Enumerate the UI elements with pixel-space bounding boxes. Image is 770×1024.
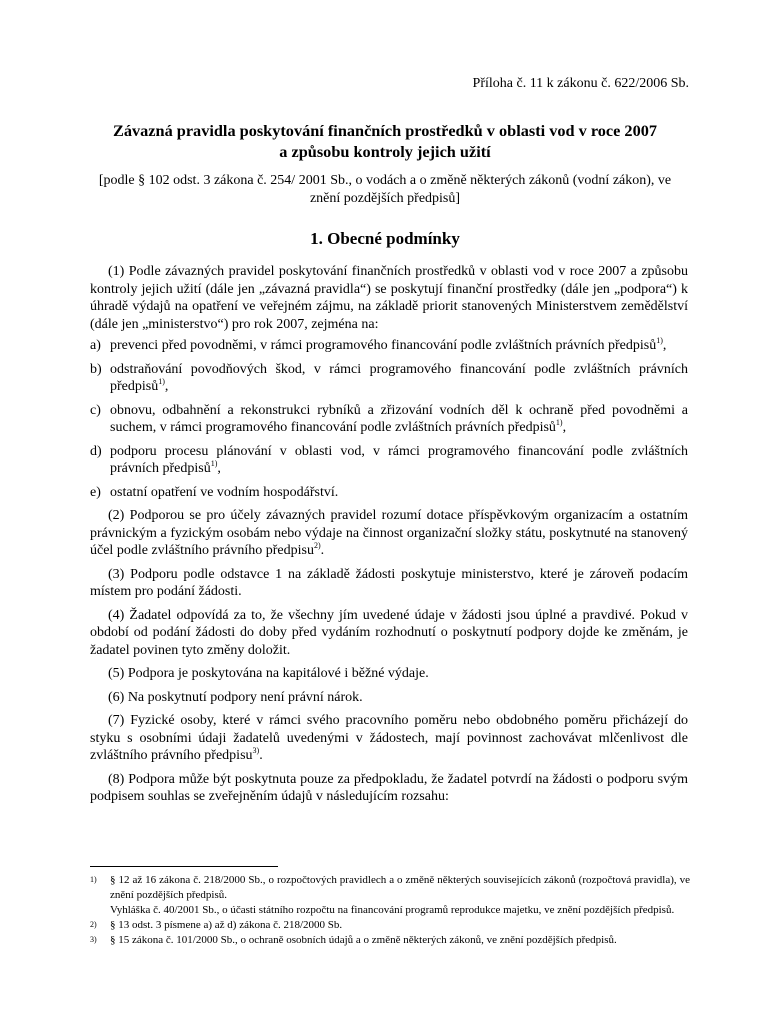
title-line-1: Závazná pravidla poskytování finančních prostředků v oblasti vod v roce 2007 [113,121,657,140]
list-item-text: obnovu, odbahnění a rekonstrukci rybníků a zřizování vodních děl k ochraně před povodněmi a suchem, v rámci programového financování podle zvláštních právních předpisů [110,402,688,435]
list-marker: c) [90,402,101,418]
list-item [90,484,688,502]
section-heading: 1. Obecné podmínky [310,229,460,248]
list-item: b) odstraňování povodňových škod, v rámci programového financování podle zvláštních právních předpisů$^{1)}$, [90,361,688,394]
footnote-text: § 15 zákona č. 101/2000 Sb., o ochraně osobních údajů a o změně některých zákonů, ve znění pozdějších předpisů. [110,934,617,946]
list-marker: b) [90,361,102,377]
section-body [90,263,688,806]
list-marker: a) [90,338,101,353]
footnote [90,933,690,948]
document-title [85,120,685,162]
paragraph-7: (7) Fyzické osoby, které v rámci svého pracovního poměru nebo obdobného poměru přicházejí do styku s osobními údaji žadatelů uvedenými v žádostech, mají povinnost zachovávat mlčenlivost dle zvláštního právního předpisu$^{3)}$. [90,713,688,763]
paragraph-3: (3) Podporu podle odstavce 1 na základě žádosti poskytuje ministerstvo, které je zároveň podacím místem pro podání žádosti. [90,566,688,599]
list-item: d) podporu procesu plánování v oblasti vod, v rámci programového financování podle zvláštních právních předpisů$^{1)}$, [90,443,688,476]
footnote-ref: 1) [555,418,563,427]
annex-reference: Příloha č. 11 k zákonu č. 622/2006 Sb. [472,76,689,91]
footnote-ref: 1) [158,377,165,386]
paragraph-2: (2) Podporou se pro účely závazných pravidel rozumí dotace příspěvkovým organizacím a ostatním právnickým a fyzickým osobám nebo výdaje na činnost organizační složky státu, poskytnuté na stanovený účel podle zvláštního právního předpisu$^{2)}$. [90,508,688,558]
paragraph-4: (4) Žadatel odpovídá za to, že všechny jím uvedené údaje v žádosti jsou úplné a pravdivé. Pokud v období od podání žádosti do doby před vydáním rozhodnutí o poskytnutí podpory dojde ke změnám, je žadatel povinen tyto změny doložit. [90,607,688,658]
list-marker: d) [90,443,102,459]
paragraph-5: (5) Podpora je poskytována na kapitálové i běžné výdaje. [108,666,429,681]
footnote-ref: 3) [252,746,260,755]
footnote-text: § 12 až 16 zákona č. 218/2000 Sb., o rozpočtových pravidlech a o změně některých souvisejících zákonů (rozpočtová pravidla), ve znění pozdějších předpisů. [110,874,690,901]
paragraph-6: (6) Na poskytnutí podpory není právní nárok. [108,689,363,705]
list-marker: e) [90,484,101,500]
footnote [90,918,690,933]
footnote [90,873,690,918]
footnote-ref: 2) [313,541,321,550]
footnote-text: Vyhláška č. 40/2001 Sb., o účasti státního rozpočtu na financování programů reprodukce majetku, ve znění pozdějších předpisů. [110,904,675,916]
list-item: c) obnovu, odbahnění a rekonstrukci rybníků a zřizování vodních děl k ochraně před povodněmi a suchem, v rámci programového financování podle zvláštních právních předpisů$^{1)}$, [90,402,688,435]
list-item-text: odstraňování povodňových škod, v rámci programového financování podle zvláštních právních předpisů [110,361,688,394]
priority-list [90,337,688,501]
list-item: a) prevenci před povodněmi, v rámci programového financování podle zvláštních právních předpisů$^{1)}$, [90,336,667,353]
list-item-text: podporu procesu plánování v oblasti vod, v rámci programového financování podle zvláštních právních předpisů [110,443,688,476]
footnotes [90,873,690,948]
footnote-ref: 1) [656,336,663,345]
title-line-2: a způsobu kontroly jejich užití [279,142,491,161]
paragraph-8: (8) Podpora může být poskytnuta pouze za předpokladu, že žadatel potvrdí na žádosti o podporu svým podpisem souhlas se zveřejněním údajů v následujícím rozsahu: [90,771,688,804]
list-item-text: prevenci před povodněmi, v rámci programového financování podle zvláštních právních předpisů [110,338,657,353]
footnote-ref: 1) [210,459,218,468]
legal-basis: [podle § 102 odst. 3 zákona č. 254/ 2001 Sb., o vodách a o změně některých zákonů (vodní zákon), ve znění pozdějších předpisů] [98,173,672,206]
footnote-text: § 13 odst. 3 písmene a) až d) zákona č. 218/2000 Sb. [110,919,343,931]
footnote-divider [90,866,278,867]
footnote-marker: 1) [90,875,97,884]
footnote-marker: 2) [90,920,97,929]
paragraph-1: (1) Podle závazných pravidel poskytování finančních prostředků v oblasti vod v roce 2007 a způsobu kontroly jejich užití (dále jen „závazná pravidla“) se poskytují finanční prostředky (dále jen „podpora“) k úhradě výdajů na opatření ve veřejném zájmu, na základě priorit stanovených Ministerstvem zemědělství (dále jen „ministerstvo“) pro rok 2007, zejména na: [90,264,688,332]
footnote-marker: 3) [90,935,97,944]
list-item-text: ostatní opatření ve vodním hospodářství. [110,484,339,500]
